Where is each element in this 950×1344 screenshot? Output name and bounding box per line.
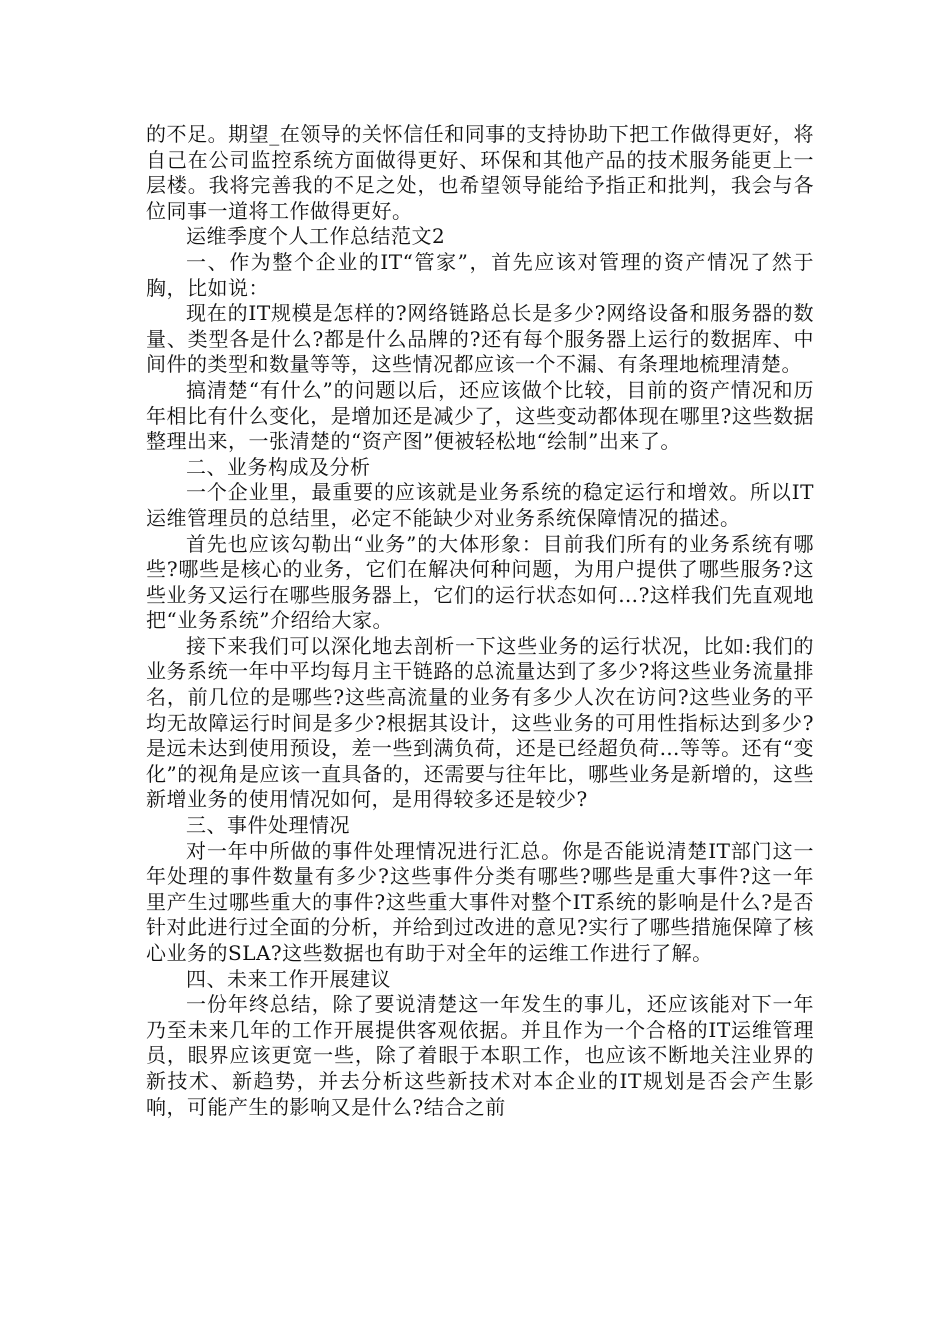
paragraph-asset-comparison: 搞清楚“有什么”的问题以后，还应该做个比较，目前的资产情况和历年相比有什么变化，是增加还是减少了，这些变动都体现在哪里?这些数据整理出来，一张清楚的“资产图”便被轻松地“绘制”出来了。 <box>146 377 814 454</box>
document-page <box>146 122 814 1120</box>
paragraph-business-systems: 一个企业里，最重要的应该就是业务系统的稳定运行和增效。所以IT运维管理员的总结里，必定不能缺少对业务系统保障情况的描述。 <box>146 480 814 530</box>
paragraph-asset-management: 一、作为整个企业的IT“管家”，首先应该对管理的资产情况了然于胸，比如说： <box>146 249 814 300</box>
section-title: 运维季度个人工作总结范文2 <box>186 224 446 249</box>
paragraph-business-outline: 首先也应该勾勒出“业务”的大体形象：目前我们所有的业务系统有哪些?哪些是核心的业务，它们在解决何种问题，为用户提供了哪些服务?这些业务又运行在哪些服务器上，它们的运行状态如何…?这样我们先直观地把“业务系统”介绍给大家。 <box>146 531 814 633</box>
heading-business-analysis: 二、业务构成及分析 <box>186 454 371 479</box>
paragraph-continuation: 的不足。期望_在领导的关怀信任和同事的支持协助下把工作做得更好，将自己在公司监控系统方面做得更好、环保和其他产品的技术服务能更上一层楼。我将完善我的不足之处，也希望领导能给予指正和批判，我会与各位同事一道将工作做得更好。 <box>146 122 814 223</box>
heading-future-work: 四、未来工作开展建议 <box>186 966 391 991</box>
heading-incident-handling: 三、事件处理情况 <box>186 813 350 838</box>
paragraph-incident-summary: 对一年中所做的事件处理情况进行汇总。你是否能说清楚IT部门这一年处理的事件数量有多少?这些事件分类有哪些?哪些是重大事件?这一年里产生过哪些重大的事件?这些重大事件对整个IT系统的影响是什么?是否针对此进行过全面的分析，并给到过改进的意见?实行了哪些措施保障了核心业务的SLA?这些数据也有助于对全年的运维工作进行了解。 <box>146 838 814 965</box>
paragraph-future-suggestions: 一份年终总结，除了要说清楚这一年发生的事儿，还应该能对下一年乃至未来几年的工作开展提供客观依据。并且作为一个合格的IT运维管理员，眼界应该更宽一些，除了着眼于本职工作，也应该不断地关注业界的新技术、新趋势，并去分析这些新技术对本企业的IT规划是否会产生影响，可能产生的影响又是什么?结合之前 <box>146 992 814 1119</box>
paragraph-business-status: 接下来我们可以深化地去剖析一下这些业务的运行状况，比如:我们的业务系统一年中平均每月主干链路的总流量达到了多少?将这些业务流量排名，前几位的是哪些?这些高流量的业务有多少人次在访问?这些业务的平均无故障运行时间是多少?根据其设计，这些业务的可用性指标达到多少?是远未达到使用预设，差一些到满负荷，还是已经超负荷…等等。还有“变化”的视角是应该一直具备的，还需要与往年比，哪些业务是新增的，这些新增业务的使用情况如何，是用得较多还是较少? <box>146 633 814 812</box>
paragraph-it-scale: 现在的IT规模是怎样的?网络链路总长是多少?网络设备和服务器的数量、类型各是什么?都是什么品牌的?还有每个服务器上运行的数据库、中间件的类型和数量等等，这些情况都应该一个不漏、有条理地梳理清楚。 <box>146 301 814 377</box>
